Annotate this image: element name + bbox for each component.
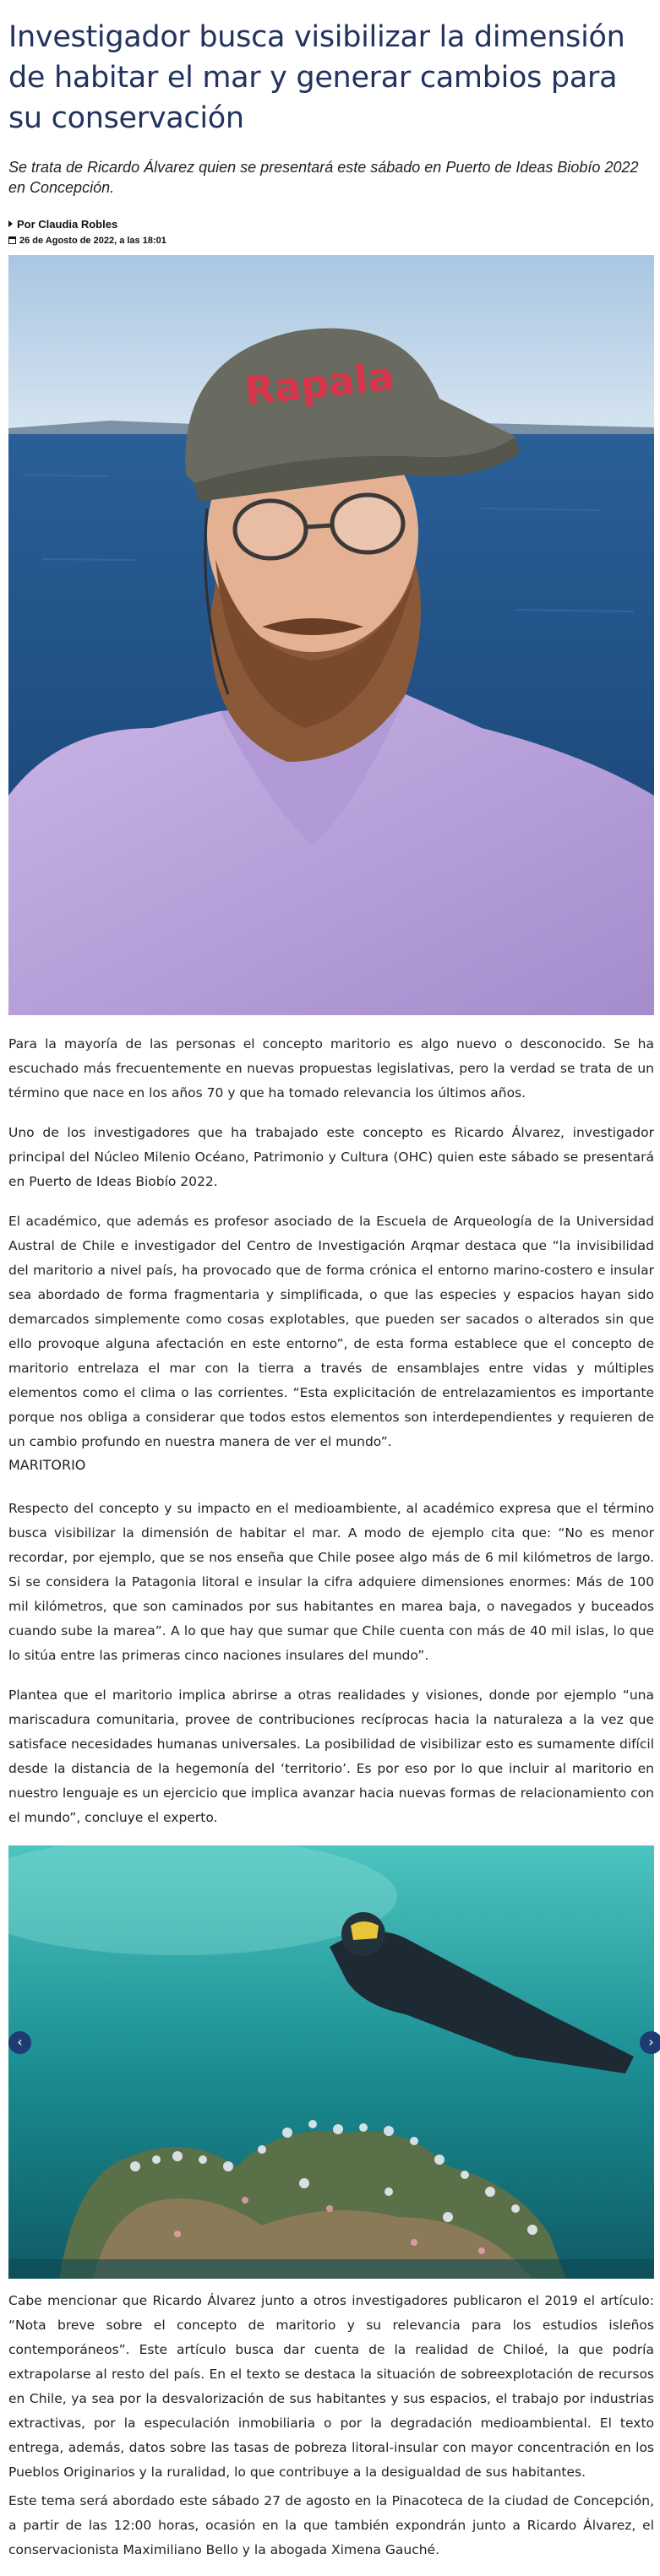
paragraph-1: Para la mayoría de las personas el concepto maritorio es algo nuevo o desconocido. Se ha escuchado más frecuentemente en nuevas propuestas legislativas, pero la verdad se trata de un término que nace en los años 70 y que ha tomado relevancia los últimos años.: [8, 1036, 654, 1101]
section-heading: MARITORIO: [8, 1457, 86, 1473]
gallery-image: [8, 1845, 654, 2279]
gallery-prev-button[interactable]: [8, 2031, 31, 2054]
paragraph-2: Uno de los investigadores que ha trabajado este concepto es Ricardo Álvarez, investigador principal del Núcleo Milenio Océano, Patrimonio y Cultura (OHC) quien este sábado se presentará en Puerto de Ideas Biobío 2022.: [8, 1125, 654, 1189]
publish-date: 26 de Agosto de 2022, a las 18:01: [19, 236, 166, 246]
gallery-next-button[interactable]: [640, 2031, 660, 2054]
caret-right-icon: [8, 220, 13, 227]
hero-photo: [8, 255, 654, 1015]
article-container: [8, 0, 654, 2557]
gallery-slider[interactable]: [8, 1845, 654, 2279]
calendar-icon: [8, 236, 16, 244]
author-name: Por Claudia Robles: [17, 218, 118, 231]
chevron-left-icon: ‹: [17, 2034, 23, 2050]
date-line: [8, 233, 654, 248]
author-line: [8, 216, 654, 233]
paragraph-7: Este tema será abordado este sábado 27 de agosto en la Pinacoteca de la ciudad de Concepción, a partir de las 12:00 horas, ocasión en la que también expondrán junto a Ricardo Álvarez, el conservacionista Maximiliano Bello y la abogada Ximena Gauché.: [8, 2493, 654, 2557]
article-title: Investigador busca visibilizar la dimensión de habitar el mar y generar cambios para su conservación: [8, 20, 625, 135]
paragraph-6: Cabe mencionar que Ricardo Álvarez junto a otros investigadores publicaron el 2019 el artículo: “Nota breve sobre el concepto de maritorio y su relevancia para los estudios isleños contemporáneos”. Este artículo busca dar cuenta de la realidad de Chiloé, la que podría extrapolarse al resto del país. En el texto se destaca la situación de sobreexplotación de recursos en Chile, ya sea por la desvalorización de sus habitantes y sus espacios, el trabajo por industrias extractivas, por la especulación inmobiliaria o por la degradación medioambiental. El texto entrega, además, datos sobre las tasas de pobreza litoral-insular con mayor concentración en los Pueblos Originarios y la ruralidad, lo que contribuye a la desigualdad de sus habitantes.: [8, 2293, 654, 2480]
paragraph-4: Respecto del concepto y su impacto en el medioambiente, al académico expresa que el término busca visibilizar la dimensión de habitar el mar. A modo de ejemplo cita que: “No es menor recordar, por ejemplo, que se nos enseña que Chile posee algo más de 6 mil kilómetros de largo. Si se considera la Patagonia litoral e insular la cifra adquiere dimensiones enormes: Más de 100 mil kilómetros, que son caminados por sus habitantes en marea baja, o navegados y buceados cuando sube la marea”. A lo que hay que sumar que Chile cuenta con más de 40 mil islas, lo que lo sitúa entre las primeras cinco naciones insulares del mundo”.: [8, 1501, 654, 1663]
paragraph-5: Plantea que el maritorio implica abrirse a otras realidades y visiones, donde por ejemplo “una mariscadura comunitaria, provee de contribuciones recíprocas hacia la naturaleza a la vez que satisface necesidades humanas universales. La posibilidad de visibilizar esto es sumamente difícil desde la distancia de la hegemonía del ‘territorio’. Es por eso por lo que incluir al maritorio en nuestro lenguaje es un ejercicio que implica avanzar hacia nuevas formas de relacionamiento con el mundo”, concluye el experto.: [8, 1687, 654, 1825]
chevron-right-icon: ›: [648, 2034, 654, 2050]
cap-logo-text: Rapala: [242, 352, 396, 415]
paragraph-3: El académico, que además es profesor asociado de la Escuela de Arqueología de la Universidad Austral de Chile e investigador del Centro de Investigación Arqmar destaca que “la invisibilidad del maritorio a nivel país, ha provocado que de forma crónica el entorno marino-costero e insular sea abordado de forma fragmentaria y simplificada, o que las especies y espacios hayan sido demarcados simplemente como cosas explotables, que pueden ser sacados o alterados sin que ello provoque alguna afectación en este entorno”, de esta forma establece que el concepto de maritorio entrelaza el mar con la tierra a través de ensamblajes entre vidas y múltiples elementos como el clima o las corrientes. “Esta explicitación de entrelazamientos es importante porque nos obliga a considerar que todos estos elementos son interdependientes y requieren de un cambio profundo en nuestra manera de ver el mundo”.: [8, 1214, 654, 1449]
article-subtitle: Se trata de Ricardo Álvarez quien se presentará este sábado en Puerto de Ideas Biobío 2022 en Concepción.: [8, 159, 639, 196]
